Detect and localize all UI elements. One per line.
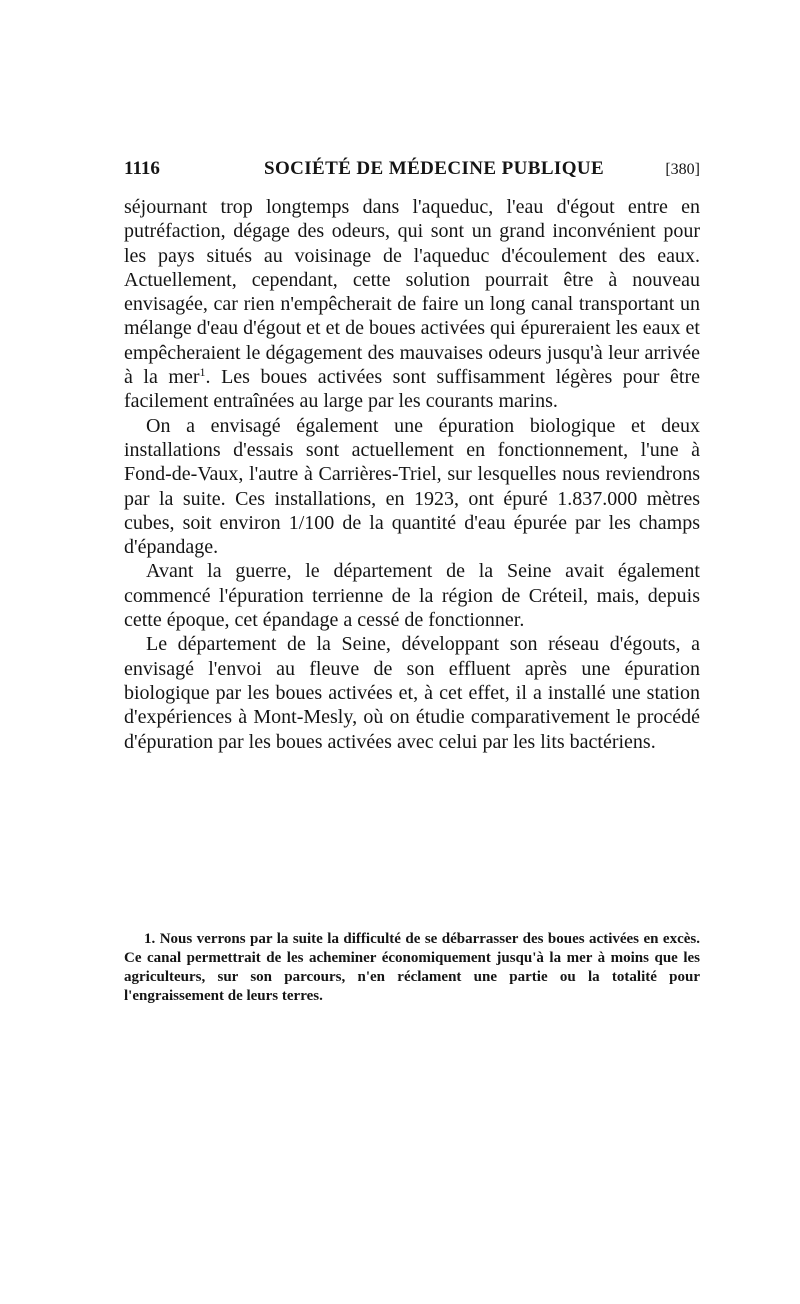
- paragraph-4: Le département de la Seine, développant son réseau d'égouts, a envisagé l'envoi au fleuve de son effluent après une épuration biologique par les boues activées et, à cet effet, il a installé une station d'expériences à Mont-Mesly, où on étudie comparativement le procédé d'épuration par les boues activées avec celui par les lits bactériens.: [124, 633, 700, 753]
- paragraph-1: [124, 195, 700, 414]
- running-head: [124, 158, 700, 186]
- section-number: [380]: [665, 161, 700, 178]
- main-text: [124, 195, 700, 754]
- footnotes: [124, 930, 700, 1006]
- running-title: SOCIÉTÉ DE MÉDECINE PUBLIQUE: [264, 158, 605, 179]
- paragraph-1-text-end: . Les boues activées sont suffisamment légères pour être facilement entraînées au large par les courants marins.: [124, 366, 700, 413]
- paragraph-1-text-start: séjournant trop longtemps dans l'aqueduc, l'eau d'égout entre en putréfaction, dégage des odeurs, qui sont un grand inconvénient pour les pays situés au voisinage de l'aqueduc d'écoulement des eaux. Actuellement, cependant, cette solution pourrait être à nouveau envisagée, car rien n'empêcherait de faire un long canal transportant un mélange d'eau d'égout et et de boues activées qui épureraient les eaux et empêcheraient le dégagement des mauvaises odeurs jusqu'à leur arrivée à la mer: [124, 196, 700, 389]
- paragraph-3: Avant la guerre, le département de la Seine avait également commencé l'épuration terrienne de la région de Créteil, mais, depuis cette époque, cet épandage a cessé de fonctionner.: [124, 560, 700, 632]
- paragraph-2: On a envisagé également une épuration biologique et deux installations d'essais sont actuellement en fonctionnement, l'une à Fond-de-Vaux, l'autre à Carrières-Triel, sur lesquelles nous reviendrons par la suite. Ces installations, en 1923, ont épuré 1.837.000 mètres cubes, soit environ 1/100 de la quantité d'eau épurée par les champs d'épandage.: [124, 414, 700, 559]
- footnote-1: 1. Nous verrons par la suite la difficulté de se débarrasser des boues activées en excès. Ce canal permettrait de les acheminer économiquement jusqu'à la mer à moins que les agriculteurs, sur son parcours, n'en réclament une partie ou la totalité pour l'engraissement de leurs terres.: [124, 931, 700, 1004]
- page-number: 1116: [124, 158, 160, 179]
- footnote-reference: 1: [199, 365, 206, 380]
